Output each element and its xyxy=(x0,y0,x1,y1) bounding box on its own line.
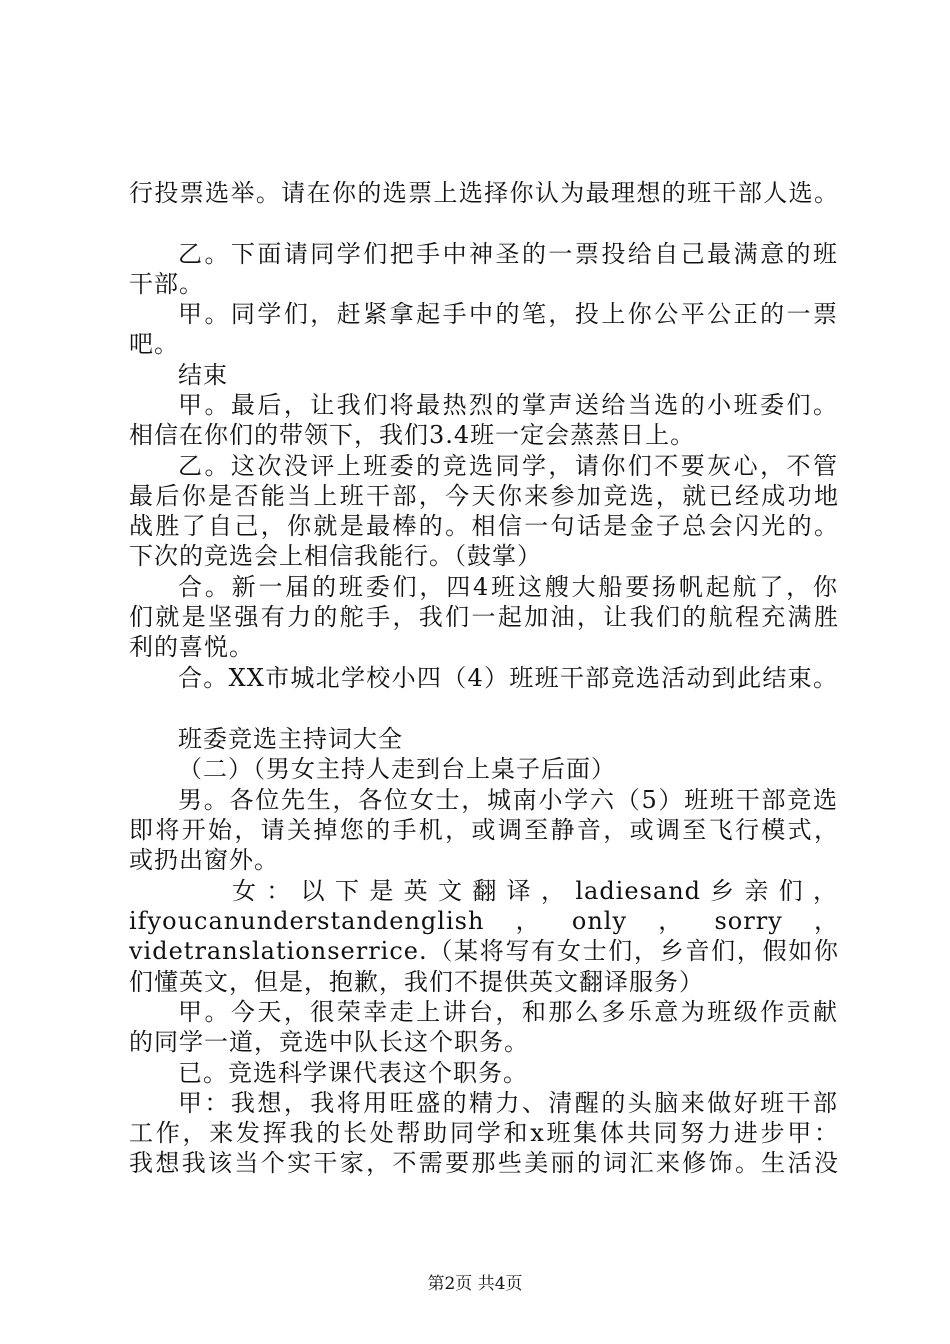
text-line: videtranslationserrice.（某将写有女士们，乡音们，假如你 xyxy=(129,937,839,965)
text-line: 甲。今天，很荣幸走上讲台，和那么多乐意为班级作贡献 xyxy=(178,998,838,1026)
text-line: 最后你是否能当上班干部，今天你来参加竞选，就已经成功地 xyxy=(129,482,839,510)
text-line: 我想我该当个实干家，不需要那些美丽的词汇来修饰。生活没 xyxy=(129,1149,839,1177)
text-line: 即将开始，请关掉您的手机，或调至静音，或调至飞行模式， xyxy=(129,816,839,844)
text-line: 们懂英文，但是，抱歉，我们不提供英文翻译服务） xyxy=(129,968,704,996)
text-line: 男。各位先生，各位女士，城南小学六（5）班班干部竞选 xyxy=(178,786,838,814)
page-footer: 第2页 共4页 xyxy=(427,1274,523,1294)
text-line: 行投票选举。请在你的选票上选择你认为最理想的班干部人选。 xyxy=(129,179,839,207)
section-title: 班委竞选主持词大全 xyxy=(178,725,403,753)
text-line: 相信在你们的带领下，我们3.4班一定会蒸蒸日上。 xyxy=(129,421,696,449)
text-line: 吧。 xyxy=(129,330,179,358)
section-heading: 结束 xyxy=(178,361,228,389)
text-line: 干部。 xyxy=(129,270,204,298)
text-line: 的同学一道，竞选中队长这个职务。 xyxy=(129,1028,529,1056)
text-line: 女 ： 以 下 是 英 文 翻 译 ， ladiesand 乡 亲 们 ， xyxy=(232,877,838,905)
text-line: 甲。最后，让我们将最热烈的掌声送给当选的小班委们。 xyxy=(178,391,838,419)
text-line: 或扔出窗外。 xyxy=(129,846,279,874)
text-line: 甲。同学们，赶紧拿起手中的笔，投上你公平公正的一票 xyxy=(178,300,838,328)
text-line: 甲：我想，我将用旺盛的精力、清醒的头脑来做好班干部 xyxy=(178,1089,838,1117)
text-line: ifyoucanunderstandenglish，only，sorry， xyxy=(129,907,839,935)
text-line: 合。XX市城北学校小四（4）班班干部竞选活动到此结束。 xyxy=(178,664,838,692)
text-line: 工作，来发挥我的长处帮助同学和x班集体共同努力进步甲： xyxy=(129,1119,839,1147)
text-line: 下次的竞选会上相信我能行。（鼓掌） xyxy=(129,542,542,570)
text-line: 乙。这次没评上班委的竞选同学，请你们不要灰心，不管 xyxy=(178,452,838,480)
text-line: 们就是坚强有力的舵手，我们一起加油，让我们的航程充满胜 xyxy=(129,603,839,631)
text-line: 已。竞选科学课代表这个职务。 xyxy=(178,1059,528,1087)
text-line: （二）（男女主持人走到台上桌子后面） xyxy=(178,755,616,783)
text-line: 合。新一届的班委们，四4班这艘大船要扬帆起航了，你 xyxy=(178,573,838,601)
text-line: 乙。下面请同学们把手中神圣的一票投给自己最满意的班 xyxy=(178,240,838,268)
text-line: 利的喜悦。 xyxy=(129,633,254,661)
text-line: 战胜了自己，你就是最棒的。相信一句话是金子总会闪光的。 xyxy=(129,512,839,540)
